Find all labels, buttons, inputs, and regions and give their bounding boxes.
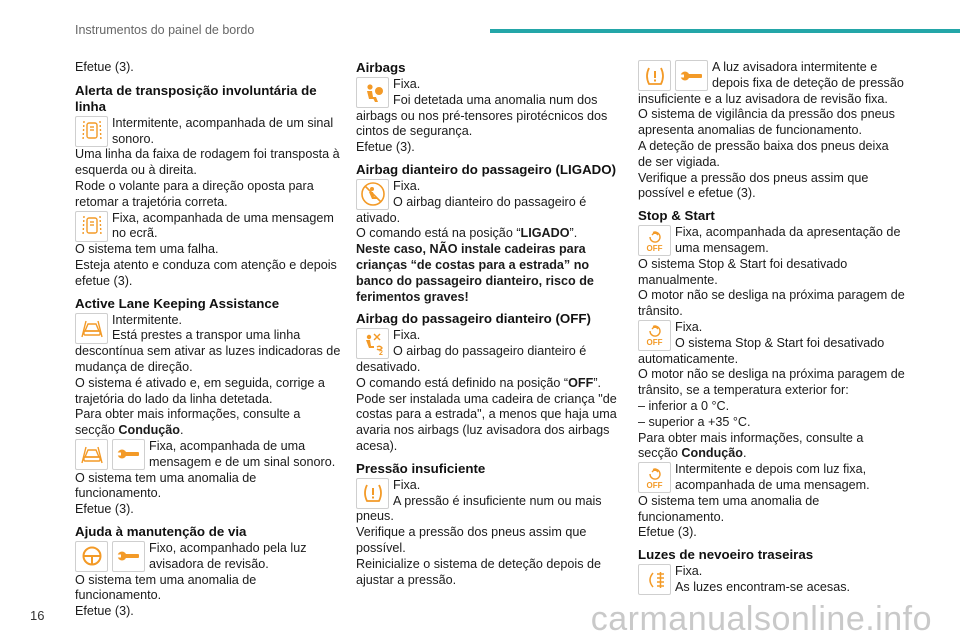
airbag-on-icon (356, 179, 389, 210)
airbag-off-command: O comando está definido na posição “OFF”. (356, 375, 602, 390)
airbags-text-1: Fixa. Foi detetada uma anomalia num dos (393, 77, 598, 107)
pressure-heading: Pressão insuficiente (356, 460, 486, 476)
stop-start-desc-2: automaticamente. O motor não se desliga na próxima paragem de trânsito, se a temperatura exterior for: – inferior a 0 °C. – superior a +35 °C. Para obter mais informações, consulte a secção Condução. (638, 351, 905, 461)
tpms-desc-1: insuficiente e a luz avisadora de revisão fixa. O sistema de vigilância da pressão dos pneus apresenta anomalias de funcionamento. A deteção de pressão baixa dos pneus deixa de ser vigiada. Verifique a pressão dos pneus assim que possível e efetue (3). (638, 91, 895, 201)
airbags-heading: Airbags (356, 60, 406, 75)
tpms-row-1 (638, 60, 906, 92)
steering-desc-1: O sistema tem uma anomalia de funcionamento. Efetue (3). (75, 572, 257, 619)
lane-departure-desc-2: O sistema tem uma falha. Esteja atento e conduza com atenção e depois efetue (3). (75, 242, 337, 288)
steering-row-1 (75, 541, 343, 573)
lane-departure-warning-icon (75, 116, 108, 147)
page-number: 16 (30, 608, 45, 623)
watermark: carmanualsonline.info (590, 600, 932, 638)
lane-departure-text-2: Fixa, acompanhada de uma mensagem no ecrã. (112, 210, 334, 241)
alka-desc-1: descontínua sem ativar as luzes indicadoras de mudança de direção. O sistema é ativado e, em seguida, corrige a trajetória do lado da linha detetada. Para obter mais informações, consulte a secção Condução. (75, 344, 341, 438)
stop-start-off-icon: OFF (638, 320, 671, 351)
stop-start-text-1: Fixa, acompanhada da apresentação de uma mensagem. (675, 225, 901, 255)
airbag-off-text-1: Fixa. O airbag do passageiro dianteiro é (393, 328, 587, 359)
svg-text:2: 2 (378, 349, 383, 357)
stop-start-row-1 (638, 225, 906, 257)
lane-keeping-icon (75, 313, 108, 344)
lane-departure-heading: Alerta de transposição involuntária de linha (75, 82, 317, 114)
pressure-text-1: Fixa. A pressão é insuficiente num ou mais (393, 477, 602, 508)
stop-start-off-icon: OFF (638, 225, 671, 256)
page-header-title: Instrumentos do painel de bordo (75, 23, 255, 37)
airbag-off-heading: Airbag do passageiro dianteiro (OFF) (356, 311, 591, 327)
airbag-on-text-1: Fixa. O airbag dianteiro do passageiro é (393, 178, 587, 209)
fog-row-1 (638, 564, 906, 596)
airbag-off-icon (356, 328, 389, 359)
wrench-icon (112, 541, 145, 572)
wrench-icon (675, 60, 708, 91)
lane-keeping-icon (75, 439, 108, 470)
alka-text-2: Fixa, acompanhada de uma mensagem e de um sinal sonoro. (149, 438, 336, 469)
column-1 (75, 60, 343, 620)
pressure-row-1 (356, 478, 624, 510)
stop-start-row-3 (638, 462, 906, 494)
steering-heading: Ajuda à manutenção de via (75, 523, 247, 539)
fog-text-1: Fixa. As luzes encontram-se acesas. (675, 564, 850, 594)
intro-text: Efetue (3). (75, 60, 134, 74)
airbag-off-row-1 (356, 328, 624, 360)
airbag-on-warning: Neste caso, NÃO instale cadeiras para crianças “de costas para a estrada” no banco do passageiro dianteiro, risco de ferimentos graves! (356, 242, 594, 304)
airbag-off-desc-1: desativado. (356, 359, 421, 374)
lane-departure-text-1: Intermitente, acompanhada de um sinal sonoro. (112, 115, 334, 146)
lane-departure-warning-icon (75, 211, 108, 242)
airbag-on-command: O comando está na posição “LIGADO”. (356, 226, 578, 241)
alka-heading: Active Lane Keeping Assistance (75, 295, 280, 311)
column-3 (638, 60, 906, 596)
stop-start-row-2 (638, 320, 906, 352)
alka-text-1: Intermitente. Está prestes a transpor uma linha (112, 312, 301, 343)
rear-fog-light-icon (638, 564, 671, 595)
stop-start-heading: Stop & Start (638, 208, 715, 224)
header-accent-bar (490, 29, 960, 33)
stop-start-desc-3: O sistema tem uma anomalia de funcionamento. Efetue (3). (638, 493, 820, 540)
steering-text-1: Fixo, acompanhado pela luz avisadora de revisão. (149, 540, 307, 571)
wrench-icon (112, 439, 145, 470)
tire-pressure-icon (356, 478, 389, 509)
alka-row-1 (75, 313, 343, 345)
lane-departure-row-2 (75, 211, 343, 243)
airbag-on-heading: Airbag dianteiro do passageiro (LIGADO) (356, 161, 617, 177)
steering-wheel-icon (75, 541, 108, 572)
lane-departure-desc-1: Uma linha da faixa de rodagem foi transposta à esquerda ou à direita. Rode o volante para a direção oposta para retomar a trajetória correta. (75, 147, 340, 209)
airbag-off-extra: Pode ser instalada uma cadeira de criança "de costas para a estrada", a menos que haja uma avaria nos airbags (luz avisadora dos airbags acesa). (356, 391, 617, 453)
airbags-row-1 (356, 77, 624, 109)
stop-start-text-3: Intermitente e depois com luz fixa, acompanhada de uma mensagem. (675, 462, 870, 492)
airbags-desc-1: airbags ou nos pré-tensores pirotécnicos dos cintos de segurança. Efetue (3). (356, 108, 608, 155)
tire-pressure-icon (638, 60, 671, 91)
airbag-icon (356, 77, 389, 108)
airbag-on-row-1 (356, 179, 624, 211)
stop-start-off-icon: OFF (638, 462, 671, 493)
alka-row-2 (75, 439, 343, 471)
airbag-on-desc-1: ativado. (356, 210, 401, 225)
column-2 (356, 60, 624, 588)
stop-start-desc-1: O sistema Stop & Start foi desativado manualmente. O motor não se desliga na próxima paragem de trânsito. (638, 256, 905, 319)
fog-heading: Luzes de nevoeiro traseiras (638, 547, 814, 563)
alka-desc-2: O sistema tem uma anomalia de funcionamento. Efetue (3). (75, 470, 257, 517)
tpms-text-1: A luz avisadora intermitente e depois fixa de deteção de pressão (712, 60, 904, 90)
lane-departure-row-1 (75, 116, 343, 148)
stop-start-text-2: Fixa. O sistema Stop & Start foi desativado (675, 319, 885, 350)
pressure-desc-1: pneus. Verifique a pressão dos pneus assim que possível. Reinicialize o sistema de deteção depois de ajustar a pressão. (356, 509, 602, 587)
